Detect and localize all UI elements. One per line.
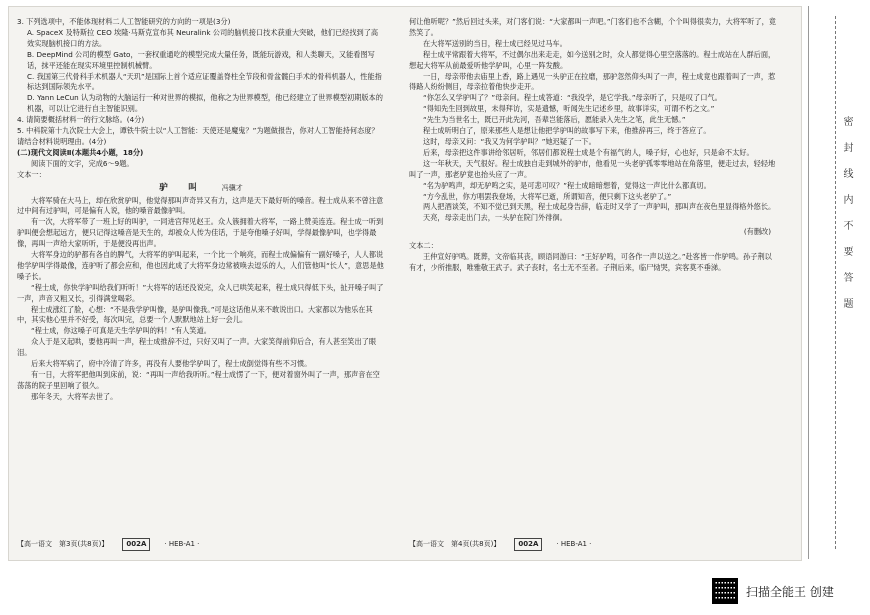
q3-option-a: A. SpaceX 及特斯拉 CEO 埃隆·马斯克宣布其 Neuralink 公司的脑机接口技术获重大突破，他们已经找到了高效实现脑机接口的方法。 xyxy=(27,27,379,48)
qr-code-icon xyxy=(712,578,738,604)
story-paragraph: 大将军骑在大马上，却在欣赏驴叫，他觉得那叫声奇异又有力，这声是天下最好听的嗓音。程士成从来不曾注意过中间有过驴叫，可是偏有人说，他的嗓音最像驴叫。 xyxy=(17,195,384,216)
story-paragraph: “名为驴鸣声，却无驴鸣之实，是可悲可叹？”程士成暗暗想着，觉得这一声比什么都真切。 xyxy=(423,180,711,190)
q3-option-b: B. DeepMind 公司的模型 Gato，一套权重通吃的模型完成大量任务，既能玩游戏，和人类聊天，又能看图写话，抹平还能在现实环境里控制机械臂。 xyxy=(27,49,375,70)
story-paragraph: “得知先生回到故里，未得拜访，实是遗憾，听闻先生记述乡里，故事详实，可谓不朽之文。” xyxy=(423,104,715,114)
story-paragraph: 这时，母亲又问：“我又为何学驴叫？”她迟疑了一下。 xyxy=(423,136,596,146)
story-paragraph: “程士成，你这嗓子可真是天生学驴叫的料！”有人笑道。 xyxy=(31,326,211,336)
story-paragraph: “方今乱世，你方唱罢我登场，大将军已逝，所谓知音，便只剩下这头老驴了。” xyxy=(423,191,672,201)
left-page-footer xyxy=(17,537,385,551)
story-paragraph: 在大将军送别的当日，程士成已经见过马车。 xyxy=(423,38,567,48)
paper-tag: · HEB-A1 · xyxy=(556,540,592,548)
story-paragraph: 大将军身边的驴都有各自的脾气，大将军的驴叫起来，一个比一个响亮，而程士成偏偏有一副好嗓子，人人都说他学驴叫学得最像，连驴听了都会应和，他也因此成了大将军身边常被唤去逗乐的人，人们管他叫“长人”，意思是他嗓子长。 xyxy=(17,250,384,281)
page-label: 【高一语文 第3页(共8页)】 xyxy=(17,540,109,548)
story-title-block xyxy=(17,183,385,194)
seal-line xyxy=(835,16,836,549)
story-paragraph: 有一日，大将军把他叫到床前，说：“再叫一声给我听听。”程士成愣了一下，便对着窗外叫了一声，那声音在空荡荡的院子里回响了很久。 xyxy=(17,370,380,390)
seal-line-notice: 密封线内不要答题 xyxy=(841,116,852,324)
story-paragraph: “程士成，你快学驴叫给我们听听！”大将军的话还没说完，众人已哄笑起来，程士成只得低下头，扯开嗓子叫了一声，声音又粗又长，引得满堂喝彩。 xyxy=(17,282,384,303)
paper-code: 002A xyxy=(122,538,150,551)
page-label: 【高一语文 第4页(共8页)】 xyxy=(409,540,501,548)
story-paragraph: 后来，母亲把这件事讲给邻居听，邻居们都说程士成是个有福气的人，嗓子好，心也好，只是命不太好。 xyxy=(423,147,754,157)
exam-sheet xyxy=(8,6,802,561)
left-column xyxy=(17,17,385,537)
story-paragraph: 一日，母亲带他去庙里上香，路上遇见一头驴正在拉磨，那驴忽然仰头叫了一声，程士成竟也跟着叫了一声，惹得路人纷纷侧目，母亲拉着他快步走开。 xyxy=(409,71,776,92)
story-paragraph: 有一次，大将军带了一班上好的叫驴，一同进宫拜见赵王。众人簇拥着大将军，一路上赞美连连。程士成一听到驴叫便会想起远方，便只记得这嗓音是天生的，却被众人传为佳话，于是夸他嗓子好叫，学得最像驴叫，也学得最像，再叫一声给大家听听，于是便没再出声。 xyxy=(17,217,384,249)
story-paragraph: 天亮，母亲走出门去，一头驴在院门外徘徊。 xyxy=(423,213,567,223)
paper-code: 002A xyxy=(514,538,542,551)
story-paragraph: 何让他听呢？”然后回过头来，对门客们说：“大家都叫一声吧。”门客们也不含糊，个个叫得很卖力，大将军听了，竟然笑了。 xyxy=(409,17,776,37)
text-two-label: 文本二： xyxy=(409,241,438,251)
story-paragraph: 程士成涨红了脸，心想：“不是我学驴叫像，是驴叫像我。”可是这话他从来不敢说出口。大家都以为他乐在其中，其实他心里并不好受，每次叫完，总要一个人默默地站上好一会儿。 xyxy=(17,304,373,325)
story-paragraph: 众人于是又起哄，要他再叫一声，程士成推辞不过，只好又叫了一声。大家笑得前仰后合，有人甚至笑出了眼泪。 xyxy=(17,337,377,358)
binding-strip xyxy=(808,6,865,559)
story-title: 驴 叫 xyxy=(159,182,203,193)
text-two-paragraph: 王仲宣好驴鸣。既葬，文帝临其丧，顾语同游曰：“王好驴鸣，可各作一声以送之。”赴客皆一作驴鸣。孙子荆以有才，少所推服，唯雅敬王武子。武子丧时，名士无不至者。子荆后来，临尸恸哭，宾客莫不垂涕。 xyxy=(409,252,772,272)
q3-stem: 3. 下列选项中，不能体现材料二人工智能研究的方向的一项是(3分) xyxy=(17,17,231,26)
story-paragraph: 程士成平常跟着大将军，不过偶尔出来走走，如今送别之时，众人都觉得心里空落落的。程士成站在人群后面，想起大将军从前最爱听他学驴叫，心里一阵发酸。 xyxy=(409,49,776,70)
story-paragraph: 后来大将军病了，府中冷清了许多，再没有人要他学驴叫了，程士成倒觉得有些不习惯。 xyxy=(31,359,312,369)
scanner-watermark xyxy=(712,576,862,606)
reading-instruction: 阅读下面的文字，完成6～9题。 xyxy=(31,158,134,168)
q5-stem: 5. 中科院第十九次院士大会上，谭铁牛院士以“人工智能：天使还是魔鬼？”为题做报告，你对人工智能持何态度？请结合材料说明理由。(4分) xyxy=(17,126,379,146)
paper-tag: · HEB-A1 · xyxy=(164,540,200,548)
right-page-footer xyxy=(409,537,777,551)
story-author: 冯骥才 xyxy=(221,183,243,192)
story-paragraph: “你怎么又学驴叫了？”母亲问。程士成答道：“我没学，是它学我。”母亲听了，只是叹了口气。 xyxy=(423,93,722,103)
story-paragraph: “先生为当世名士，既已开此先河，吾辈岂能落后，愿能录入先生之笔，此生无憾。” xyxy=(423,115,686,125)
watermark-text: 扫描全能王 创建 xyxy=(746,584,834,599)
q3-option-d: D. Yann LeCun 认为动物的大脑运行一种对世界的模拟，他称之为世界模型，他已经建立了世界模型初期版本的机器，可以让它进行自主智能识别。 xyxy=(27,93,383,114)
q4-stem: 4. 请简要概括材料一的行文脉络。(4分) xyxy=(17,115,145,125)
story-paragraph: 这一年秋天，天气很好。程士成独自走到城外的驴市，他看见一头老驴孤零零地站在角落里，便走过去，轻轻地叫了一声，那老驴竟也抬头应了一声。 xyxy=(409,158,776,179)
section-title: (二)现代文阅读Ⅱ(本题共4小题，18分) xyxy=(17,147,144,157)
text-one-label: 文本一： xyxy=(17,169,46,179)
q3-option-c: C. 我国第三代骨科手术机器人“天玑”是国际上首个适应证覆盖脊柱全节段和骨盆髋臼手术的骨科机器人，性能指标达到国际领先水平。 xyxy=(27,71,382,92)
story-paragraph: 两人把酒谈笑，不知不觉已到天黑，程士成起身告辞，临走时又学了一声驴叫，那叫声在夜色里显得格外悠长。 xyxy=(423,202,776,212)
right-column xyxy=(409,17,777,537)
story-paragraph: 那年冬天，大将军去世了。 xyxy=(31,391,118,401)
source-note: (有删改) xyxy=(743,227,771,237)
story-paragraph: 程士成听明白了，原来那些人是想让他把学驴叫的故事写下来，他推辞再三，终于答应了。 xyxy=(423,126,711,136)
